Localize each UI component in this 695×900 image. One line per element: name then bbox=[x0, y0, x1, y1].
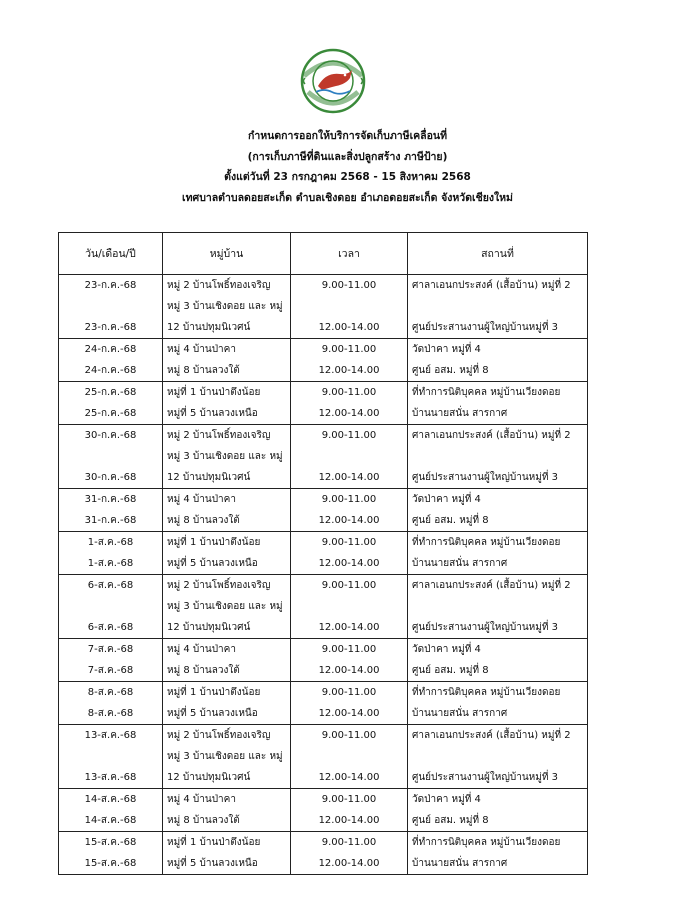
location-line: ศาลาเอนกประสงค์ (เสื้อบ้าน) หมู่ที่ 2 bbox=[412, 730, 571, 741]
table-row bbox=[59, 489, 588, 532]
date-line: 14-ส.ค.-68 bbox=[84, 815, 137, 826]
date-cell bbox=[59, 339, 163, 382]
village-line: 12 บ้านปทุมนิเวศน์ bbox=[167, 472, 251, 483]
location-cell bbox=[408, 382, 588, 425]
location-line bbox=[408, 296, 587, 317]
location-line: บ้านนายสนั่น สารกาศ bbox=[412, 708, 508, 719]
location-line: วัดป่าคา หมู่ที่ 4 bbox=[412, 494, 481, 505]
village-line: หมู่ 8 บ้านลวงใต้ bbox=[167, 815, 240, 826]
table-row bbox=[59, 275, 588, 339]
date-line: 31-ก.ค.-68 bbox=[84, 515, 137, 526]
time-line: 12.00-14.00 bbox=[318, 322, 380, 333]
time-line: 12.00-14.00 bbox=[318, 365, 380, 376]
schedule-body bbox=[59, 275, 588, 875]
col-header-date: วัน/เดือน/ปี bbox=[59, 233, 163, 275]
location-line bbox=[408, 596, 587, 617]
time-line: 9.00-11.00 bbox=[321, 537, 377, 548]
location-line: บ้านนายสนั่น สารกาศ bbox=[412, 858, 508, 869]
date-line: 31-ก.ค.-68 bbox=[84, 494, 137, 505]
date-line: 24-ก.ค.-68 bbox=[84, 344, 137, 355]
time-line: 9.00-11.00 bbox=[321, 430, 377, 441]
location-line: ที่ทำการนิติบุคคล หมู่บ้านเวียงดอย bbox=[412, 387, 561, 398]
time-line: 9.00-11.00 bbox=[321, 837, 377, 848]
date-cell bbox=[59, 639, 163, 682]
location-cell bbox=[408, 425, 588, 489]
date-line: 13-ส.ค.-68 bbox=[84, 730, 137, 741]
village-line: หมู่ 3 บ้านเชิงดอย และ หมู่ bbox=[167, 451, 283, 462]
location-cell bbox=[408, 682, 588, 725]
date-line: 25-ก.ค.-68 bbox=[84, 408, 137, 419]
date-cell bbox=[59, 682, 163, 725]
table-row bbox=[59, 789, 588, 832]
village-line: หมู่ที่ 5 บ้านลวงเหนือ bbox=[167, 708, 258, 719]
table-row bbox=[59, 575, 588, 639]
location-line: ศาลาเอนกประสงค์ (เสื้อบ้าน) หมู่ที่ 2 bbox=[412, 430, 571, 441]
date-line bbox=[59, 746, 162, 767]
date-line bbox=[59, 446, 162, 467]
village-line: หมู่ 4 บ้านป่าคา bbox=[167, 794, 236, 805]
date-line: 15-ส.ค.-68 bbox=[84, 858, 137, 869]
village-line: หมู่ที่ 1 บ้านป่าตึงน้อย bbox=[167, 687, 261, 698]
time-line: 9.00-11.00 bbox=[321, 387, 377, 398]
time-cell bbox=[291, 339, 408, 382]
table-row bbox=[59, 532, 588, 575]
location-cell bbox=[408, 489, 588, 532]
date-cell bbox=[59, 532, 163, 575]
village-line: หมู่ที่ 1 บ้านป่าตึงน้อย bbox=[167, 537, 261, 548]
village-cell bbox=[163, 639, 291, 682]
time-line bbox=[291, 446, 407, 467]
date-line: 7-ส.ค.-68 bbox=[87, 665, 134, 676]
village-line: หมู่ 3 บ้านเชิงดอย และ หมู่ bbox=[167, 301, 283, 312]
time-line: 9.00-11.00 bbox=[321, 687, 377, 698]
location-line: ศูนย์ประสานงานผู้ใหญ่บ้านหมู่ที่ 3 bbox=[412, 622, 558, 633]
date-line: 13-ส.ค.-68 bbox=[84, 772, 137, 783]
date-line: 30-ก.ค.-68 bbox=[84, 430, 137, 441]
location-line: ศาลาเอนกประสงค์ (เสื้อบ้าน) หมู่ที่ 2 bbox=[412, 280, 571, 291]
time-cell bbox=[291, 532, 408, 575]
location-line: ศาลาเอนกประสงค์ (เสื้อบ้าน) หมู่ที่ 2 bbox=[412, 580, 571, 591]
table-row bbox=[59, 639, 588, 682]
village-cell bbox=[163, 725, 291, 789]
location-cell bbox=[408, 639, 588, 682]
document-header bbox=[0, 126, 695, 208]
village-line: หมู่ 8 บ้านลวงใต้ bbox=[167, 515, 240, 526]
location-line: บ้านนายสนั่น สารกาศ bbox=[412, 558, 508, 569]
header-organization: เทศบาลตำบลดอยสะเก็ด ตำบลเชิงดอย อำเภอดอยสะเก็ด จังหวัดเชียงใหม่ bbox=[182, 191, 513, 204]
location-line bbox=[408, 446, 587, 467]
time-cell bbox=[291, 725, 408, 789]
date-line: 30-ก.ค.-68 bbox=[84, 472, 137, 483]
date-cell bbox=[59, 575, 163, 639]
time-cell bbox=[291, 489, 408, 532]
location-line: ศูนย์ประสานงานผู้ใหญ่บ้านหมู่ที่ 3 bbox=[412, 772, 558, 783]
date-cell bbox=[59, 425, 163, 489]
date-cell bbox=[59, 832, 163, 875]
time-line bbox=[291, 596, 407, 617]
location-cell bbox=[408, 339, 588, 382]
date-line: 1-ส.ค.-68 bbox=[87, 558, 134, 569]
schedule-table bbox=[58, 232, 588, 875]
date-line bbox=[59, 296, 162, 317]
location-cell bbox=[408, 725, 588, 789]
time-cell bbox=[291, 789, 408, 832]
time-line: 12.00-14.00 bbox=[318, 772, 380, 783]
location-line: ศูนย์ประสานงานผู้ใหญ่บ้านหมู่ที่ 3 bbox=[412, 322, 558, 333]
village-line: 12 บ้านปทุมนิเวศน์ bbox=[167, 622, 251, 633]
village-line: หมู่ 8 บ้านลวงใต้ bbox=[167, 365, 240, 376]
village-cell bbox=[163, 425, 291, 489]
time-line: 12.00-14.00 bbox=[318, 665, 380, 676]
location-line: ศูนย์ประสานงานผู้ใหญ่บ้านหมู่ที่ 3 bbox=[412, 472, 558, 483]
time-line: 9.00-11.00 bbox=[321, 794, 377, 805]
time-line bbox=[291, 296, 407, 317]
time-cell bbox=[291, 575, 408, 639]
village-line: หมู่ 3 บ้านเชิงดอย และ หมู่ bbox=[167, 751, 283, 762]
table-row bbox=[59, 382, 588, 425]
date-line: 24-ก.ค.-68 bbox=[84, 365, 137, 376]
location-cell bbox=[408, 575, 588, 639]
date-line bbox=[59, 596, 162, 617]
location-line: ศูนย์ อสม. หมู่ที่ 8 bbox=[412, 665, 489, 676]
time-cell bbox=[291, 425, 408, 489]
location-cell bbox=[408, 789, 588, 832]
time-line: 12.00-14.00 bbox=[318, 408, 380, 419]
time-line: 9.00-11.00 bbox=[321, 730, 377, 741]
time-line: 12.00-14.00 bbox=[318, 858, 380, 869]
time-line: 12.00-14.00 bbox=[318, 708, 380, 719]
village-cell bbox=[163, 275, 291, 339]
time-cell bbox=[291, 682, 408, 725]
village-line: หมู่ที่ 5 บ้านลวงเหนือ bbox=[167, 558, 258, 569]
time-line: 12.00-14.00 bbox=[318, 472, 380, 483]
village-cell bbox=[163, 832, 291, 875]
table-row bbox=[59, 339, 588, 382]
time-cell bbox=[291, 639, 408, 682]
table-row bbox=[59, 682, 588, 725]
village-line: หมู่ที่ 1 บ้านป่าตึงน้อย bbox=[167, 387, 261, 398]
village-line: หมู่ที่ 5 บ้านลวงเหนือ bbox=[167, 408, 258, 419]
location-cell bbox=[408, 532, 588, 575]
time-line: 9.00-11.00 bbox=[321, 644, 377, 655]
table-row bbox=[59, 425, 588, 489]
village-line: หมู่ที่ 1 บ้านป่าตึงน้อย bbox=[167, 837, 261, 848]
date-cell bbox=[59, 789, 163, 832]
village-line: หมู่ 4 บ้านป่าคา bbox=[167, 644, 236, 655]
time-line: 12.00-14.00 bbox=[318, 622, 380, 633]
header-title: กำหนดการออกให้บริการจัดเก็บภาษีเคลื่อนที่ bbox=[247, 130, 448, 142]
village-line: หมู่ 8 บ้านลวงใต้ bbox=[167, 665, 240, 676]
village-line: หมู่ 2 บ้านโพธิ์ทองเจริญ bbox=[167, 430, 271, 441]
village-cell bbox=[163, 382, 291, 425]
time-line: 9.00-11.00 bbox=[321, 344, 377, 355]
location-line: ที่ทำการนิติบุคคล หมู่บ้านเวียงดอย bbox=[412, 537, 561, 548]
time-line: 9.00-11.00 bbox=[321, 580, 377, 591]
date-line: 15-ส.ค.-68 bbox=[84, 837, 137, 848]
location-line: ศูนย์ อสม. หมู่ที่ 8 bbox=[412, 365, 489, 376]
village-cell bbox=[163, 789, 291, 832]
time-line: 9.00-11.00 bbox=[321, 280, 377, 291]
date-line: 1-ส.ค.-68 bbox=[87, 537, 134, 548]
village-line: หมู่ 4 บ้านป่าคา bbox=[167, 344, 236, 355]
table-header-row bbox=[59, 233, 588, 275]
date-cell bbox=[59, 382, 163, 425]
location-line: ที่ทำการนิติบุคคล หมู่บ้านเวียงดอย bbox=[412, 687, 561, 698]
village-line: หมู่ 2 บ้านโพธิ์ทองเจริญ bbox=[167, 580, 271, 591]
date-cell bbox=[59, 489, 163, 532]
date-line: 23-ก.ค.-68 bbox=[84, 322, 137, 333]
time-line bbox=[291, 746, 407, 767]
location-line bbox=[408, 746, 587, 767]
location-line: บ้านนายสนั่น สารกาศ bbox=[412, 408, 508, 419]
date-line: 8-ส.ค.-68 bbox=[87, 708, 134, 719]
time-line: 12.00-14.00 bbox=[318, 558, 380, 569]
table-row bbox=[59, 832, 588, 875]
date-cell bbox=[59, 725, 163, 789]
municipality-seal-icon bbox=[300, 48, 366, 114]
time-cell bbox=[291, 275, 408, 339]
location-cell bbox=[408, 832, 588, 875]
date-line: 6-ส.ค.-68 bbox=[87, 580, 134, 591]
header-subtitle: (การเก็บภาษีที่ดินและสิ่งปลูกสร้าง ภาษีป้าย) bbox=[247, 150, 448, 163]
village-line: 12 บ้านปทุมนิเวศน์ bbox=[167, 772, 251, 783]
location-line: วัดป่าคา หมู่ที่ 4 bbox=[412, 344, 481, 355]
location-line: วัดป่าคา หมู่ที่ 4 bbox=[412, 644, 481, 655]
header-date-range: ตั้งแต่วันที่ 23 กรกฎาคม 2568 - 15 สิงหาคม 2568 bbox=[224, 171, 471, 183]
table-row bbox=[59, 725, 588, 789]
date-line: 6-ส.ค.-68 bbox=[87, 622, 134, 633]
time-line: 12.00-14.00 bbox=[318, 515, 380, 526]
location-line: ที่ทำการนิติบุคคล หมู่บ้านเวียงดอย bbox=[412, 837, 561, 848]
time-line: 12.00-14.00 bbox=[318, 815, 380, 826]
village-line: หมู่ 2 บ้านโพธิ์ทองเจริญ bbox=[167, 280, 271, 291]
date-line: 8-ส.ค.-68 bbox=[87, 687, 134, 698]
time-cell bbox=[291, 382, 408, 425]
date-line: 14-ส.ค.-68 bbox=[84, 794, 137, 805]
col-header-location: สถานที่ bbox=[408, 233, 588, 275]
time-cell bbox=[291, 832, 408, 875]
village-line: หมู่ที่ 5 บ้านลวงเหนือ bbox=[167, 858, 258, 869]
municipality-logo bbox=[300, 48, 366, 114]
village-cell bbox=[163, 489, 291, 532]
date-line: 23-ก.ค.-68 bbox=[84, 280, 137, 291]
col-header-time: เวลา bbox=[291, 233, 408, 275]
location-line: ศูนย์ อสม. หมู่ที่ 8 bbox=[412, 815, 489, 826]
village-cell bbox=[163, 339, 291, 382]
col-header-village: หมู่บ้าน bbox=[163, 233, 291, 275]
village-line: 12 บ้านปทุมนิเวศน์ bbox=[167, 322, 251, 333]
date-line: 7-ส.ค.-68 bbox=[87, 644, 134, 655]
village-line: หมู่ 3 บ้านเชิงดอย และ หมู่ bbox=[167, 601, 283, 612]
village-cell bbox=[163, 682, 291, 725]
location-cell bbox=[408, 275, 588, 339]
date-line: 25-ก.ค.-68 bbox=[84, 387, 137, 398]
location-line: วัดป่าคา หมู่ที่ 4 bbox=[412, 794, 481, 805]
village-cell bbox=[163, 532, 291, 575]
village-cell bbox=[163, 575, 291, 639]
date-cell bbox=[59, 275, 163, 339]
location-line: ศูนย์ อสม. หมู่ที่ 8 bbox=[412, 515, 489, 526]
time-line: 9.00-11.00 bbox=[321, 494, 377, 505]
village-line: หมู่ 4 บ้านป่าคา bbox=[167, 494, 236, 505]
village-line: หมู่ 2 บ้านโพธิ์ทองเจริญ bbox=[167, 730, 271, 741]
